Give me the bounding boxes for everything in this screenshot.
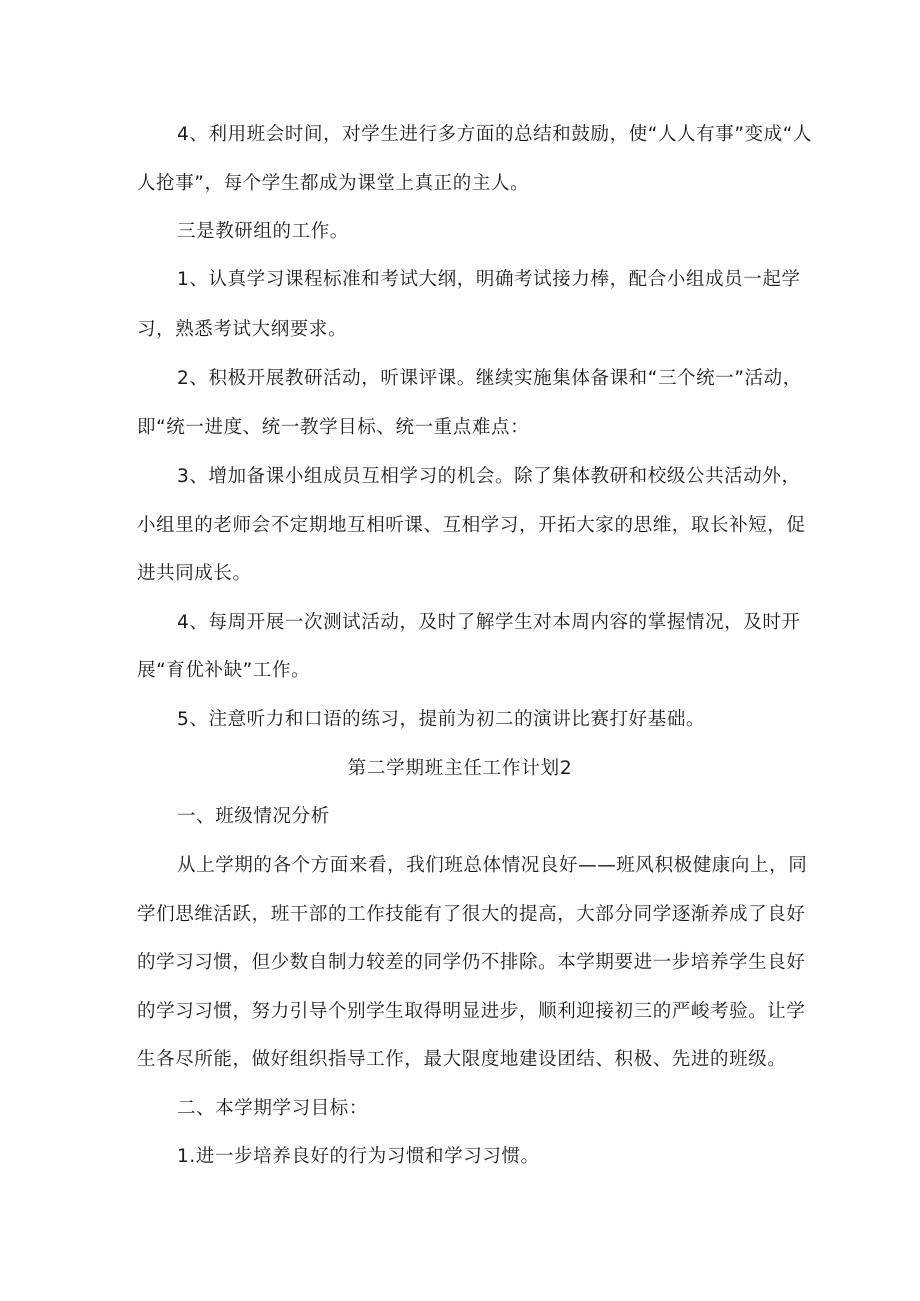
section-heading: 二、本学期学习目标： — [177, 1098, 369, 1119]
paragraph-line: 2、积极开展教研活动，听课评课。继续实施集体备课和“三个统一”活动， — [177, 368, 802, 389]
paragraph-line: 展“育优补缺”工作。 — [137, 660, 311, 681]
paragraph-line: 1、认真学习课程标准和考试大纲，明确考试接力棒，配合小组成员一起学 — [177, 269, 801, 290]
paragraph-line: 习，熟悉考试大纲要求。 — [137, 319, 348, 340]
paragraph-line: 人抢事”，每个学生都成为课堂上真正的主人。 — [137, 173, 530, 194]
paragraph-line: 学们思维活跃，班干部的工作技能有了很大的提高，大部分同学逐渐养成了良好 — [137, 904, 806, 925]
paragraph-line: 即“统一进度、统一教学目标、统一重点难点： — [137, 417, 530, 438]
paragraph-line: 4、每周开展一次测试活动，及时了解学生对本周内容的掌握情况，及时开 — [177, 612, 801, 633]
paragraph-line: 1.进一步培养良好的行为习惯和学习习惯。 — [177, 1146, 540, 1167]
paragraph-line: 从上学期的各个方面来看，我们班总体情况良好——班风积极健康向上，同 — [177, 855, 808, 876]
paragraph-line: 小组里的老师会不定期地互相听课、互相学习，开拓大家的思维，取长补短，促 — [137, 515, 806, 536]
paragraph-line: 的学习习惯，但少数自制力较差的同学仍不排除。本学期要进一步培养学生良好 — [137, 952, 806, 973]
section-heading: 一、班级情况分析 — [177, 806, 330, 827]
paragraph-line: 4、利用班会时间，对学生进行多方面的总结和鼓励，使“人人有事”变成“人 — [177, 124, 813, 145]
paragraph-line: 3、增加备课小组成员互相学习的机会。除了集体教研和校级公共活动外， — [177, 466, 801, 487]
section-title: 第二学期班主任工作计划2 — [347, 758, 573, 779]
paragraph-line: 进共同成长。 — [137, 563, 252, 584]
paragraph-line: 5、注意听力和口语的练习，提前为初二的演讲比赛打好基础。 — [177, 709, 706, 730]
paragraph-line: 的学习习惯，努力引导个别学生取得明显进步，顺利迎接初三的严峻考验。让学 — [137, 1001, 806, 1022]
paragraph-line: 生各尽所能，做好组织指导工作，最大限度地建设团结、积极、先进的班级。 — [137, 1049, 787, 1070]
paragraph-line: 三是教研组的工作。 — [177, 221, 349, 242]
